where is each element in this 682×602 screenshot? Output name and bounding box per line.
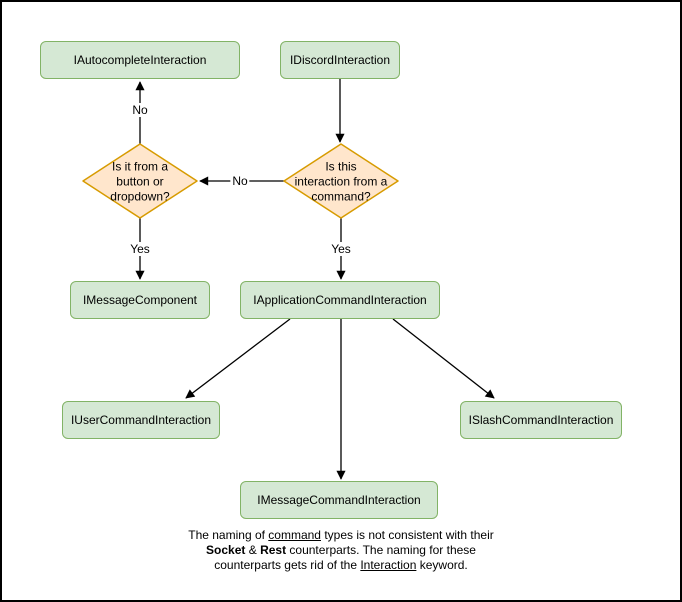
command-decision-line-3: command? bbox=[311, 189, 371, 204]
command-decision-line-1: Is this bbox=[325, 159, 357, 174]
edge-application-command-to-user-command bbox=[186, 319, 290, 398]
edge-label-no-to-button-decision: No bbox=[232, 174, 248, 188]
node-imessagecomponent: IMessageComponent bbox=[70, 281, 210, 319]
node-islashcommandinteraction: ISlashCommandInteraction bbox=[460, 401, 622, 439]
command-decision-label bbox=[295, 160, 388, 205]
naming-note-line-2: Socket & Rest counterparts. The naming for these bbox=[206, 543, 476, 557]
node-imessagecommandinteraction: IMessageCommandInteraction bbox=[240, 481, 438, 519]
naming-note-line-1: The naming of command types is not consistent with their bbox=[188, 528, 494, 542]
naming-note-line-3: counterparts gets rid of the Interaction keyword. bbox=[214, 558, 468, 572]
button-decision-line-3: dropdown? bbox=[110, 189, 170, 204]
button-decision-line-2: button or bbox=[116, 174, 164, 189]
node-iusercommandinteraction: IUserCommandInteraction bbox=[62, 401, 220, 439]
node-iautocompleteinteraction: IAutocompleteInteraction bbox=[40, 41, 240, 79]
command-decision-line-2: interaction from a bbox=[294, 174, 388, 189]
node-iapplicationcommandinteraction: IApplicationCommandInteraction bbox=[240, 281, 440, 319]
button-decision-line-1: Is it from a bbox=[111, 159, 169, 174]
edge-label-yes-to-application-command: Yes bbox=[331, 242, 351, 256]
node-idiscordinteraction: IDiscordInteraction bbox=[280, 41, 400, 79]
edge-label-yes-to-message-component: Yes bbox=[130, 242, 150, 256]
edge-label-no-to-autocomplete: No bbox=[132, 103, 148, 117]
button-decision-label bbox=[110, 160, 169, 205]
edge-application-command-to-slash-command bbox=[393, 319, 494, 398]
naming-note bbox=[2, 528, 680, 573]
